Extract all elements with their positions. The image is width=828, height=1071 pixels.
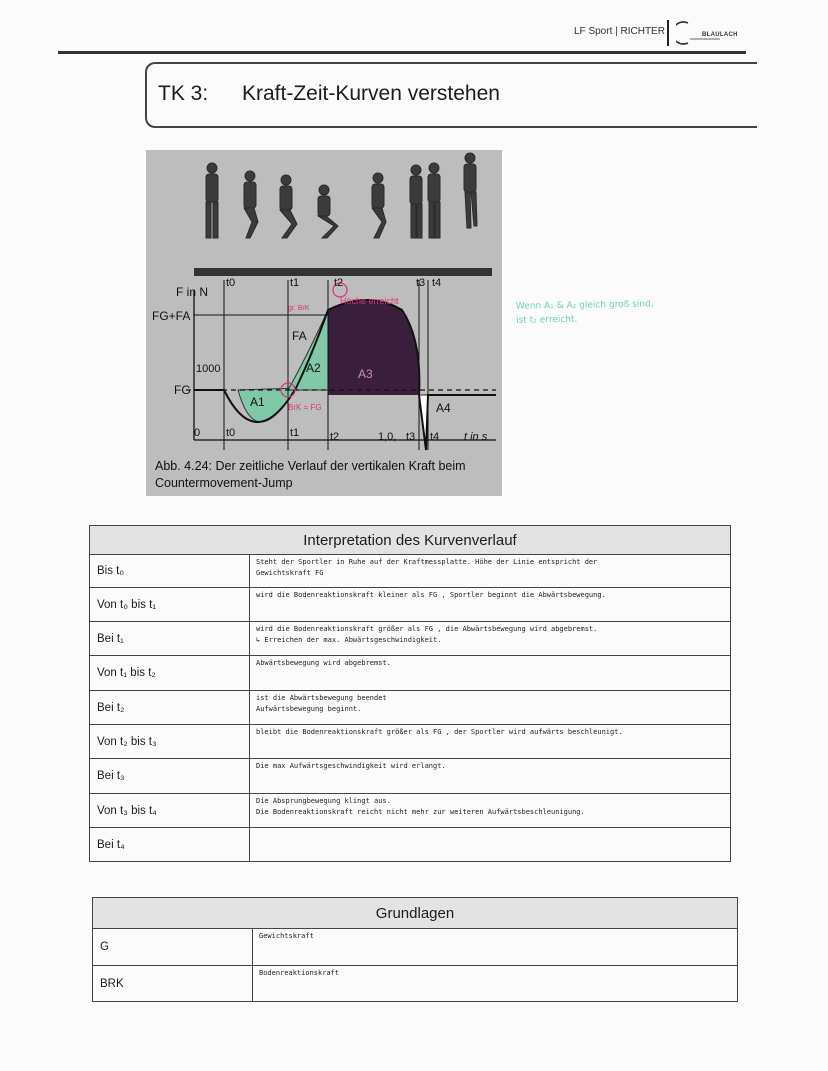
table-row-label: Bei t₂ (90, 691, 250, 725)
label-fg: FG (174, 383, 191, 397)
table-row-text: Bodenreaktionskraft (253, 966, 738, 1002)
note-line-1: Wenn A₁ & A₂ gleich groß sind, (515, 299, 654, 312)
label-t1: t1 (290, 427, 300, 439)
table-row-label: Von t₂ bis t₃ (90, 725, 250, 759)
label-t3: t3 (406, 431, 416, 443)
table-row-label: Von t₃ bis t₄ (90, 794, 250, 828)
label-1-0: 1,0, (378, 431, 397, 443)
label-top-t4: t4 (432, 277, 442, 289)
label-top-t2: t2 (334, 277, 344, 289)
table-row-label: Bei t₄ (90, 828, 250, 862)
table-row-text: wird die Bodenreaktionskraft kleiner als FG , Sportler beginnt die Abwärtsbewegung. (250, 588, 731, 622)
table-row-text (250, 828, 731, 862)
interpretation-table (89, 525, 731, 862)
annotation-brk-fg: BrK = FG (288, 403, 322, 412)
table-row-label: Von t₁ bis t₂ (90, 656, 250, 691)
note-line-2: ist t₂ erreicht. (516, 314, 578, 326)
task-number: TK 3: (158, 82, 209, 105)
label-a2: A2 (306, 361, 321, 375)
table-row-text: ist die Abwärtsbewegung beendet Aufwärtsbewegung beginnt. (250, 691, 731, 725)
label-1000: 1000 (196, 363, 221, 375)
label-a1: A1 (250, 395, 265, 409)
handwritten-note (516, 296, 716, 327)
header-separator (667, 20, 669, 46)
table-row-text: Gewichtskraft (253, 929, 738, 966)
force-time-figure (146, 150, 502, 496)
label-a4: A4 (436, 401, 451, 415)
label-zero: 0 (194, 427, 201, 439)
label-top-t3: t3 (416, 277, 426, 289)
annotation-hoechste: Höche erreicht (340, 296, 399, 306)
label-top-t1: t1 (290, 277, 300, 289)
label-fa: FA (292, 329, 307, 343)
table-row-text: Die max Aufwärtsgeschwindigkeit wird erlangt. (250, 759, 731, 794)
label-a3: A3 (358, 367, 373, 381)
area-a2 (288, 310, 328, 390)
logo-text: BLAULACH (702, 32, 738, 38)
label-t0: t0 (226, 427, 236, 439)
figure-caption: Abb. 4.24: Der zeitliche Verlauf der vertikalen Kraft beim Countermovement-Jump (155, 459, 466, 490)
table-row-text: Die Absprungbewegung klingt aus. Die Bodenreaktionskraft reicht nicht mehr zur weiteren Aufwärtsbeschleunigung. (250, 794, 731, 828)
force-plate (194, 268, 492, 276)
table-row-label: Bis t₀ (90, 555, 250, 588)
page-title: Kraft-Zeit-Kurven verstehen (242, 82, 500, 105)
table-row-label: G (93, 929, 253, 966)
interpretation-table-header: Interpretation des Kurvenverlauf (90, 526, 731, 555)
table-row-label: Von t₀ bis t₁ (90, 588, 250, 622)
label-top-t0: t0 (226, 277, 236, 289)
table-row-label: Bei t₁ (90, 622, 250, 656)
table-row-text: bleibt die Bodenreaktionskraft größer als FG , der Sportler wird aufwärts beschleunigt. (250, 725, 731, 759)
label-t-in-s: t in s (464, 431, 488, 443)
basics-table (92, 897, 738, 1002)
table-row-label: Bei t₃ (90, 759, 250, 794)
header-rule (58, 51, 746, 54)
label-fg-fa: FG+FA (152, 309, 191, 323)
table-row-text: Abwärtsbewegung wird abgebremst. (250, 656, 731, 691)
label-t4: t4 (430, 431, 440, 443)
label-t2: t2 (330, 431, 340, 443)
table-row-label: BRK (93, 966, 253, 1002)
force-time-diagram (146, 150, 502, 496)
header-course-label: LF Sport | RICHTER (574, 26, 665, 37)
table-row-text: Steht der Sportler in Ruhe auf der Kraftmessplatte. Höhe der Linie entspricht der Gewichtskraft FG (250, 555, 731, 588)
label-y-axis: F in N (176, 285, 209, 299)
annotation-gr-brk: gr. BrK (288, 305, 310, 312)
basics-table-header: Grundlagen (93, 898, 738, 929)
table-row-text: wird die Bodenreaktionskraft größer als FG , die Abwärtsbewegung wird abgebremst. ↳ Erreichen der max. Abwärtsgeschwindigkeit. (250, 622, 731, 656)
jumper-sequence-image (206, 153, 477, 238)
